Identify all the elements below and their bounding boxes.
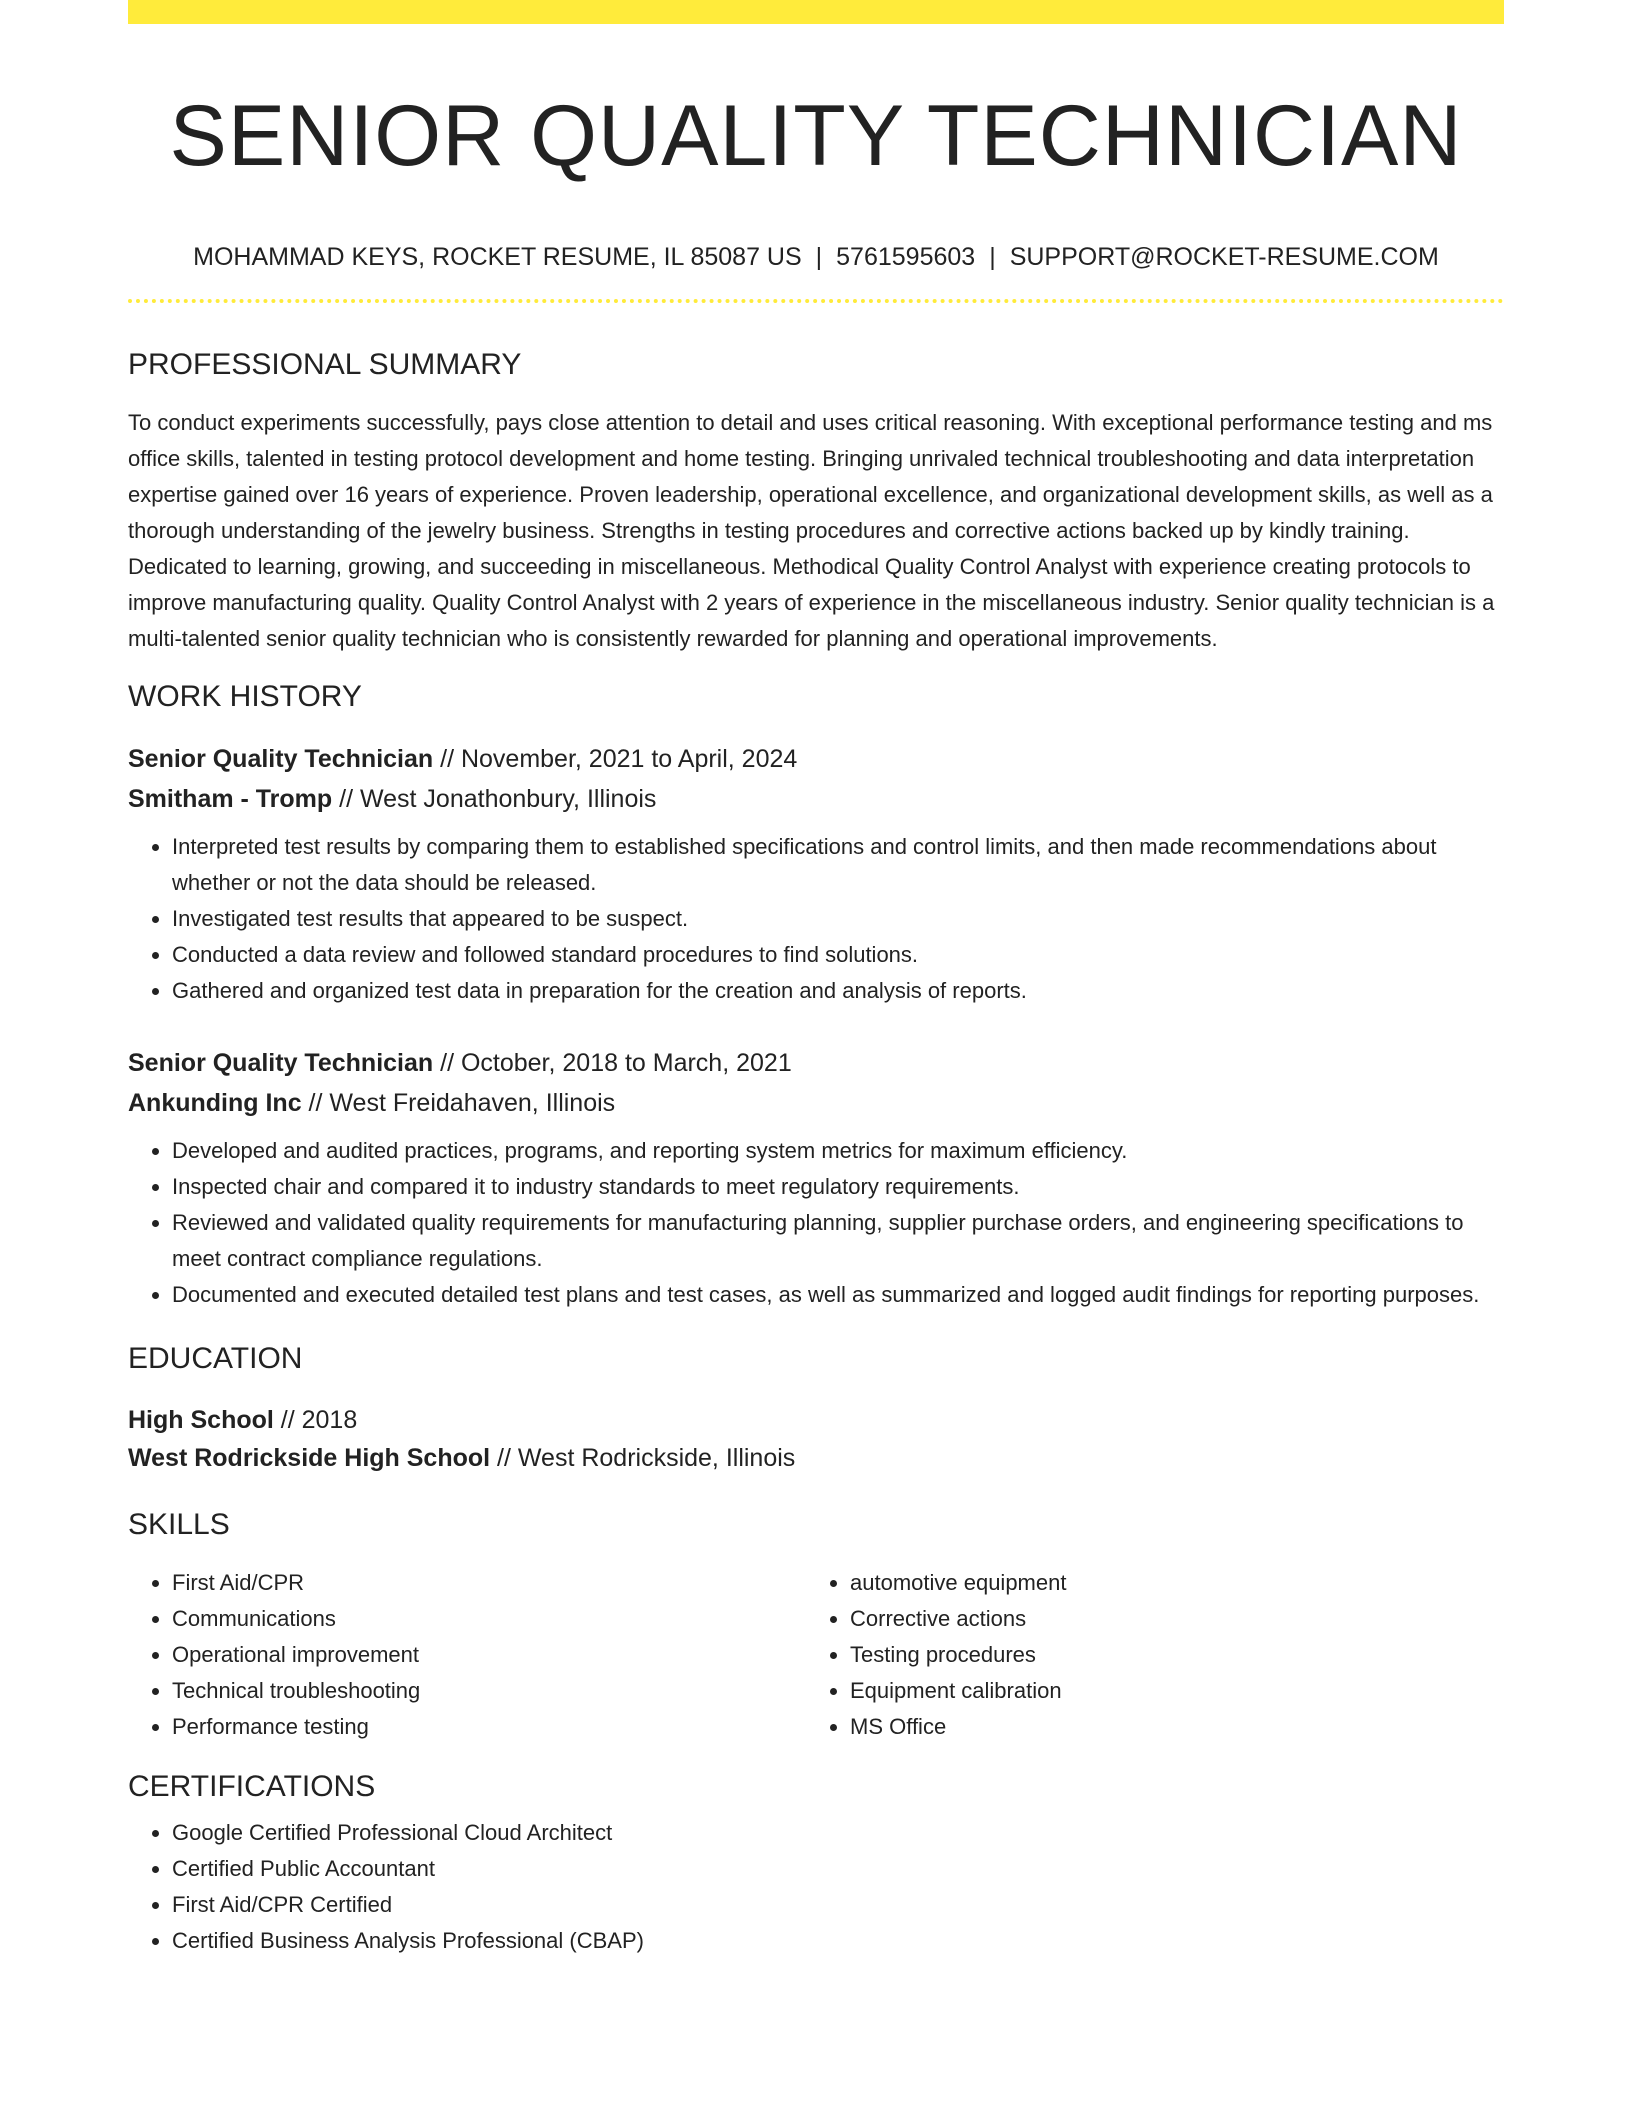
education-heading: EDUCATION — [128, 1342, 303, 1375]
contact-email: SUPPORT@ROCKET-RESUME.COM — [1009, 243, 1439, 271]
education-entry — [128, 1401, 1504, 1477]
header-divider — [128, 299, 1504, 303]
skill-item: • Operational improvement — [172, 1637, 806, 1673]
skill-item: • MS Office — [850, 1709, 1484, 1745]
job-bullet: • Reviewed and validated quality requirements for manufacturing planning, supplier purchase orders, and engineering specifications to meet contract compliance regulations. — [172, 1205, 1504, 1277]
certification-item: • Certified Public Accountant — [172, 1851, 1504, 1887]
job-bullet: • Investigated test results that appeared to be suspect. — [172, 901, 1504, 937]
job-title: Senior Quality Technician — [128, 745, 434, 773]
job-bullet: • Conducted a data review and followed standard procedures to find solutions. — [172, 937, 1504, 973]
education-school: West Rodrickside High School — [128, 1444, 491, 1472]
skills-heading: SKILLS — [128, 1508, 230, 1541]
resume-page — [128, 0, 1504, 1959]
job-location: // West Freidahaven, Illinois — [301, 1089, 616, 1117]
summary-text: To conduct experiments successfully, pays close attention to detail and uses critical reasoning. With exceptional performance testing and ms office skills, talented in testing protocol development and home testing. Bringing unrivaled technical troubleshooting and data interpretation expertise gained over 16 years of experience. Proven leadership, operational excellence, and organizational development skills, as well as a thorough understanding of the jewelry business. Strengths in testing procedures and corrective actions backed up by kindly training. Dedicated to learning, growing, and succeeding in miscellaneous. Methodical Quality Control Analyst with experience creating protocols to improve manufacturing quality. Quality Control Analyst with 2 years of experience in the miscellaneous industry. Senior quality technician is a multi-talented senior quality technician who is consistently rewarded for planning and operational improvements. — [128, 410, 1495, 651]
skill-item: • Communications — [172, 1601, 806, 1637]
job-location: // West Jonathonbury, Illinois — [332, 785, 657, 813]
skills-column-left — [128, 1565, 806, 1745]
job-bullet: • Gathered and organized test data in preparation for the creation and analysis of reports. — [172, 973, 1504, 1009]
work-history-heading: WORK HISTORY — [128, 680, 362, 713]
job-dates: // October, 2018 to March, 2021 — [433, 1049, 792, 1077]
certification-item: • Google Certified Professional Cloud Architect — [172, 1815, 1504, 1851]
skill-item: • automotive equipment — [850, 1565, 1484, 1601]
skill-item: • Performance testing — [172, 1709, 806, 1745]
skill-item: • First Aid/CPR — [172, 1565, 806, 1601]
certifications-list — [128, 1815, 1504, 1959]
education-year: // 2018 — [273, 1406, 358, 1434]
education-location: // West Rodrickside, Illinois — [490, 1444, 796, 1472]
job-bullet: • Developed and audited practices, programs, and reporting system metrics for maximum efficiency. — [172, 1133, 1504, 1169]
contact-line — [128, 242, 1504, 272]
contact-separator: | — [989, 243, 996, 271]
summary-heading: PROFESSIONAL SUMMARY — [128, 348, 522, 381]
job-bullet: • Interpreted test results by comparing them to established specifications and control limits, and then made recommendations about whether or not the data should be released. — [172, 829, 1504, 901]
education-school-line — [128, 1439, 1504, 1477]
skill-item: • Technical troubleshooting — [172, 1673, 806, 1709]
job-company: Smitham - Tromp — [128, 785, 333, 813]
skill-item: • Equipment calibration — [850, 1673, 1484, 1709]
education-degree: High School — [128, 1406, 274, 1434]
certification-item: • Certified Business Analysis Professional (CBAP) — [172, 1923, 1504, 1959]
job-company: Ankunding Inc — [128, 1089, 302, 1117]
skills-column-right — [806, 1565, 1484, 1745]
job-title: Senior Quality Technician — [128, 1049, 434, 1077]
skills-grid — [128, 1565, 1504, 1745]
skill-item: • Corrective actions — [850, 1601, 1484, 1637]
job-dates: // November, 2021 to April, 2024 — [433, 745, 798, 773]
job-title-line — [128, 739, 1504, 779]
job-entry — [128, 1043, 1504, 1313]
education-degree-line — [128, 1401, 1504, 1439]
job-entry — [128, 739, 1504, 1009]
certifications-heading: CERTIFICATIONS — [128, 1770, 376, 1803]
job-bullet: • Documented and executed detailed test plans and test cases, as well as summarized and logged audit findings for reporting purposes. — [172, 1277, 1504, 1313]
job-company-line — [128, 779, 1504, 819]
job-title-line — [128, 1043, 1504, 1083]
skill-item: • Testing procedures — [850, 1637, 1484, 1673]
job-bullet: • Inspected chair and compared it to industry standards to meet regulatory requirements. — [172, 1169, 1504, 1205]
job-company-line — [128, 1083, 1504, 1123]
certification-item: • First Aid/CPR Certified — [172, 1887, 1504, 1923]
resume-title: SENIOR QUALITY TECHNICIAN — [169, 88, 1463, 184]
job-bullets — [128, 829, 1504, 1009]
contact-phone: 5761595603 — [836, 243, 976, 271]
job-bullets — [128, 1133, 1504, 1313]
contact-separator: | — [815, 243, 823, 271]
contact-address: MOHAMMAD KEYS, ROCKET RESUME, IL 85087 US — [193, 243, 802, 271]
top-accent-bar — [128, 0, 1504, 24]
